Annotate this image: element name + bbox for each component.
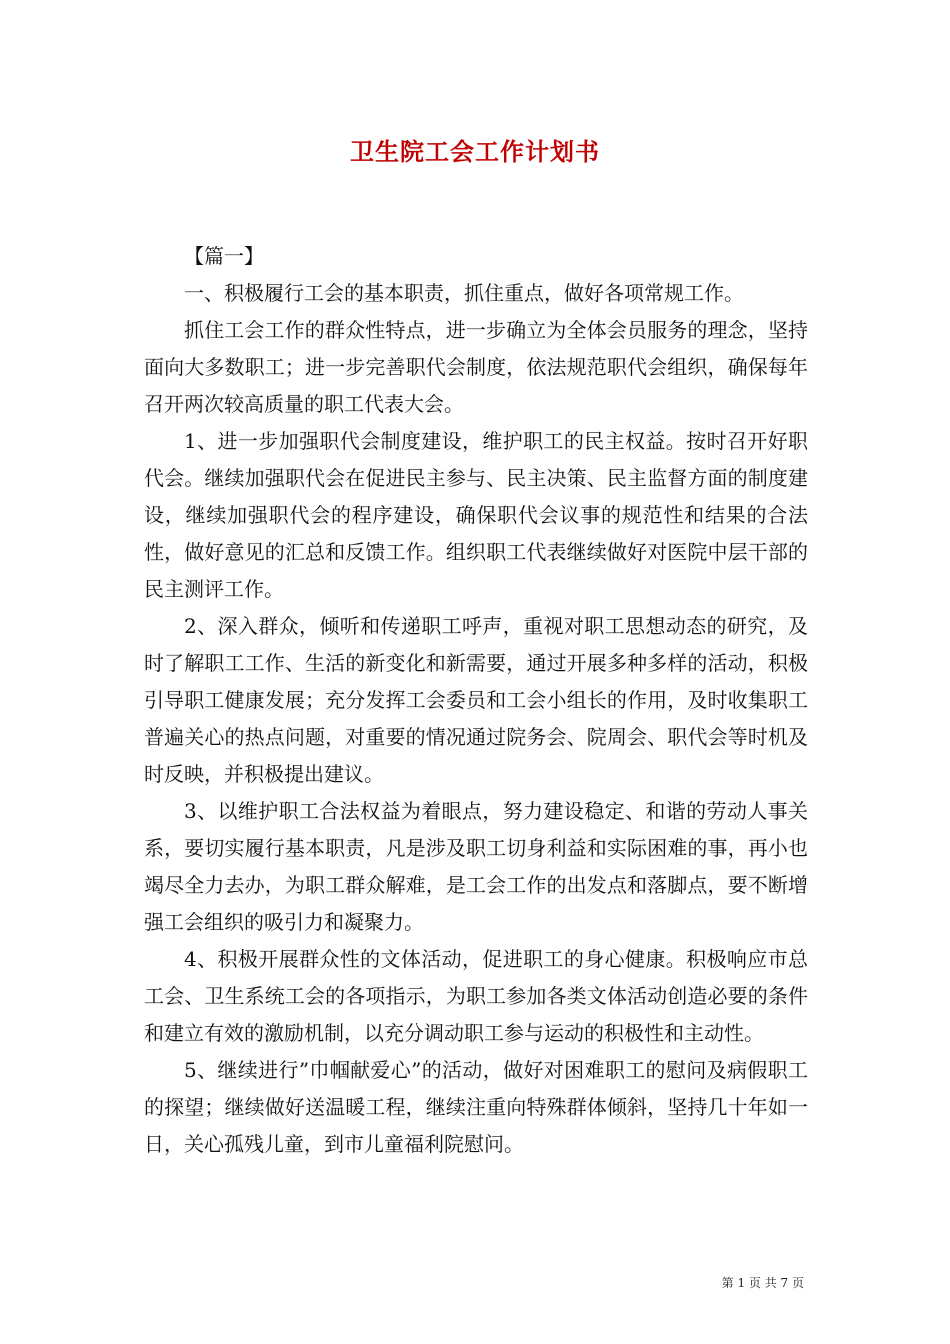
paragraph: 3、以维护职工合法权益为着眼点，努力建设稳定、和谐的劳动人事关系，要切实履行基本职责，凡是涉及职工切身利益和实际困难的事，再小也竭尽全力去办，为职工群众解难，是工会工作的出发点和落脚点，要不断增强工会组织的吸引力和凝聚力。 bbox=[144, 799, 808, 934]
paragraph-heading: 一、积极履行工会的基本职责，抓住重点，做好各项常规工作。 bbox=[184, 281, 744, 305]
paragraph: 5、继续进行”巾帼献爱心”的活动，做好对困难职工的慰问及病假职工的探望；继续做好送温暖工程，继续注重向特殊群体倾斜，坚持几十年如一日，关心孤残儿童，到市儿童福利院慰问。 bbox=[144, 1058, 808, 1156]
document-body bbox=[144, 238, 808, 1163]
paragraph: 4、积极开展群众性的文体活动，促进职工的身心健康。积极响应市总工会、卫生系统工会的各项指示，为职工参加各类文体活动创造必要的条件和建立有效的激励机制，以充分调动职工参与运动的积极性和主动性。 bbox=[144, 947, 808, 1045]
document-title: 卫生院工会工作计划书 bbox=[350, 137, 600, 166]
paragraph: 1、进一步加强职代会制度建设，维护职工的民主权益。按时召开好职代会。继续加强职代会在促进民主参与、民主决策、民主监督方面的制度建设，继续加强职代会的程序建设，确保职代会议事的规范性和结果的合法性，做好意见的汇总和反馈工作。组织职工代表继续做好对医院中层干部的民主测评工作。 bbox=[144, 429, 808, 601]
paragraph: 抓住工会工作的群众性特点，进一步确立为全体会员服务的理念，坚持面向大多数职工；进一步完善职代会制度，依法规范职代会组织，确保每年召开两次较高质量的职工代表大会。 bbox=[144, 318, 808, 416]
section-tag: 【篇一】 bbox=[184, 244, 264, 268]
page-number: 第 1 页 共 7 页 bbox=[721, 1276, 804, 1290]
paragraph: 2、深入群众，倾听和传递职工呼声，重视对职工思想动态的研究，及时了解职工工作、生活的新变化和新需要，通过开展多种多样的活动，积极引导职工健康发展；充分发挥工会委员和工会小组长的作用，及时收集职工普遍关心的热点问题，对重要的情况通过院务会、院周会、职代会等时机及时反映，并积极提出建议。 bbox=[144, 614, 808, 786]
